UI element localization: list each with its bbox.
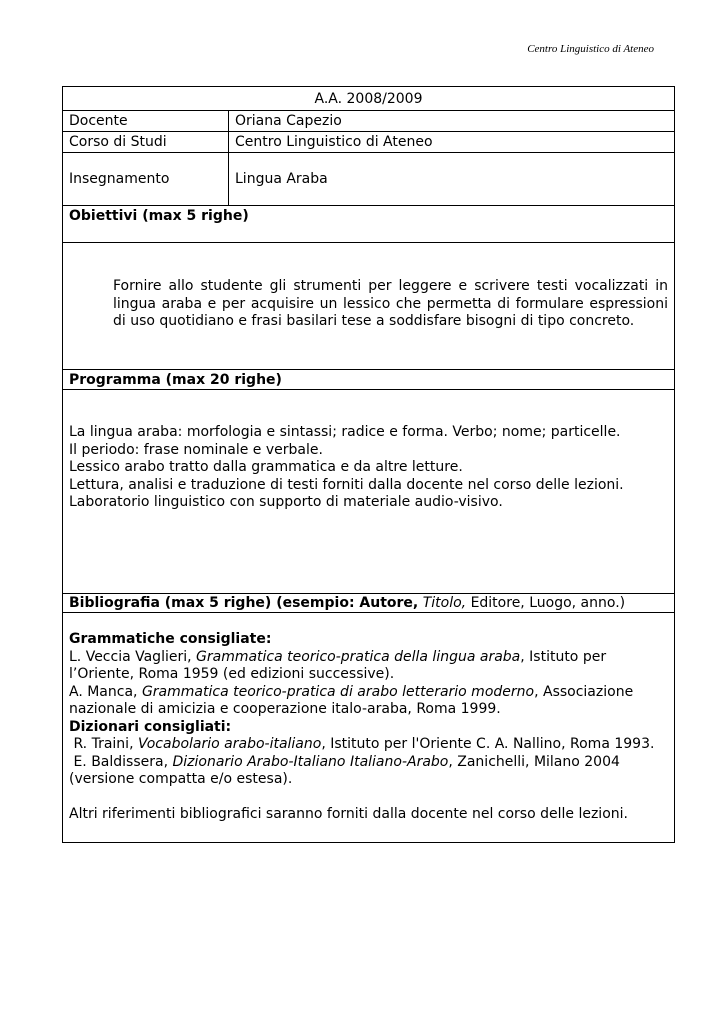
- academic-year: A.A. 2008/2009: [314, 90, 423, 107]
- academic-year-row: [63, 87, 674, 111]
- bibliografia-body-row: [63, 613, 674, 842]
- reference-title: Vocabolario arabo-italiano: [137, 736, 322, 752]
- insegnamento-label: Insegnamento: [63, 153, 229, 205]
- programma-line: Laboratorio linguistico con supporto di materiale audio-visivo.: [69, 494, 503, 510]
- reference-author: A. Manca,: [69, 683, 142, 700]
- obiettivi-text: Fornire allo studente gli strumenti per leggere e scrivere testi vocalizzati in lingua araba e per acquisire un lessico che permetta di formulare espressioni di uso quotidiano e frasi basilari tese a soddisfare bisogni di tipo concreto.: [113, 278, 668, 329]
- obiettivi-heading-row: [63, 206, 674, 243]
- reference-publisher: , Associazione nazionale di amicizia e cooperazione italo-araba, Roma 1999.: [69, 683, 634, 717]
- docente-value: Oriana Capezio: [235, 113, 342, 129]
- reference-title: Dizionario Arabo-Italiano Italiano-Arabo: [172, 753, 449, 770]
- reference: [69, 684, 668, 719]
- page-header-note: Centro Linguistico di Ateneo: [527, 43, 654, 55]
- programma-line: Il periodo: frase nominale e verbale.: [69, 441, 323, 458]
- programma-heading-row: [63, 370, 674, 390]
- reference: [69, 649, 668, 684]
- insegnamento-row: [63, 153, 674, 206]
- corso-label: Corso di Studi: [63, 132, 229, 152]
- programma-text: [63, 390, 674, 594]
- reference-publisher: , Zanichelli, Milano 2004 (versione compatta e/o estesa).: [69, 753, 625, 787]
- course-form: [62, 86, 675, 843]
- obiettivi-body-row: [63, 243, 674, 370]
- reference-publisher: , Istituto per l’Oriente, Roma 1959 (ed edizioni successive).: [69, 648, 607, 682]
- obiettivi-heading: Obiettivi (max 5 righe): [69, 208, 249, 224]
- reference: [69, 754, 668, 789]
- reference-title: Grammatica teorico-pratica di arabo letterario moderno: [141, 683, 535, 700]
- programma-line: Lettura, analisi e traduzione di testi forniti dalla docente nel corso delle lezioni.: [69, 476, 624, 493]
- reference-author: E. Baldissera,: [69, 753, 173, 770]
- docente-row: [63, 111, 674, 132]
- reference-author: L. Veccia Vaglieri,: [69, 648, 197, 665]
- corso-value: Centro Linguistico di Ateneo: [235, 134, 433, 150]
- programma-line: La lingua araba: morfologia e sintassi; radice e forma. Verbo; nome; particelle.: [69, 424, 621, 440]
- insegnamento-value: Lingua Araba: [235, 171, 328, 187]
- reference: [69, 736, 668, 754]
- reference-publisher: , Istituto per l'Oriente C. A. Nallino, Roma 1993.: [321, 736, 655, 752]
- dizionari-title: Dizionari consigliati:: [69, 718, 232, 735]
- reference-author: R. Traini,: [69, 736, 138, 752]
- corso-row: [63, 132, 674, 153]
- bibliografia-heading-italic: Titolo,: [422, 595, 467, 611]
- reference-title: Grammatica teorico-pratica della lingua araba: [196, 648, 521, 665]
- bibliografia-text: [63, 613, 674, 842]
- programma-heading: Programma (max 20 righe): [69, 371, 282, 388]
- bibliografia-heading: [63, 594, 674, 612]
- grammatiche-title: Grammatiche consigliate:: [69, 631, 272, 647]
- bibliografia-heading-row: [63, 594, 674, 613]
- programma-body-row: [63, 390, 674, 594]
- docente-label: Docente: [63, 111, 229, 131]
- bibliografia-heading-rest: Editore, Luogo, anno.): [470, 595, 626, 611]
- bibliografia-note: Altri riferimenti bibliografici saranno forniti dalla docente nel corso delle lezioni.: [69, 806, 628, 822]
- bibliografia-heading-bold: Bibliografia (max 5 righe) (esempio: Autore,: [69, 595, 419, 611]
- programma-line: Lessico arabo tratto dalla grammatica e da altre letture.: [69, 459, 463, 475]
